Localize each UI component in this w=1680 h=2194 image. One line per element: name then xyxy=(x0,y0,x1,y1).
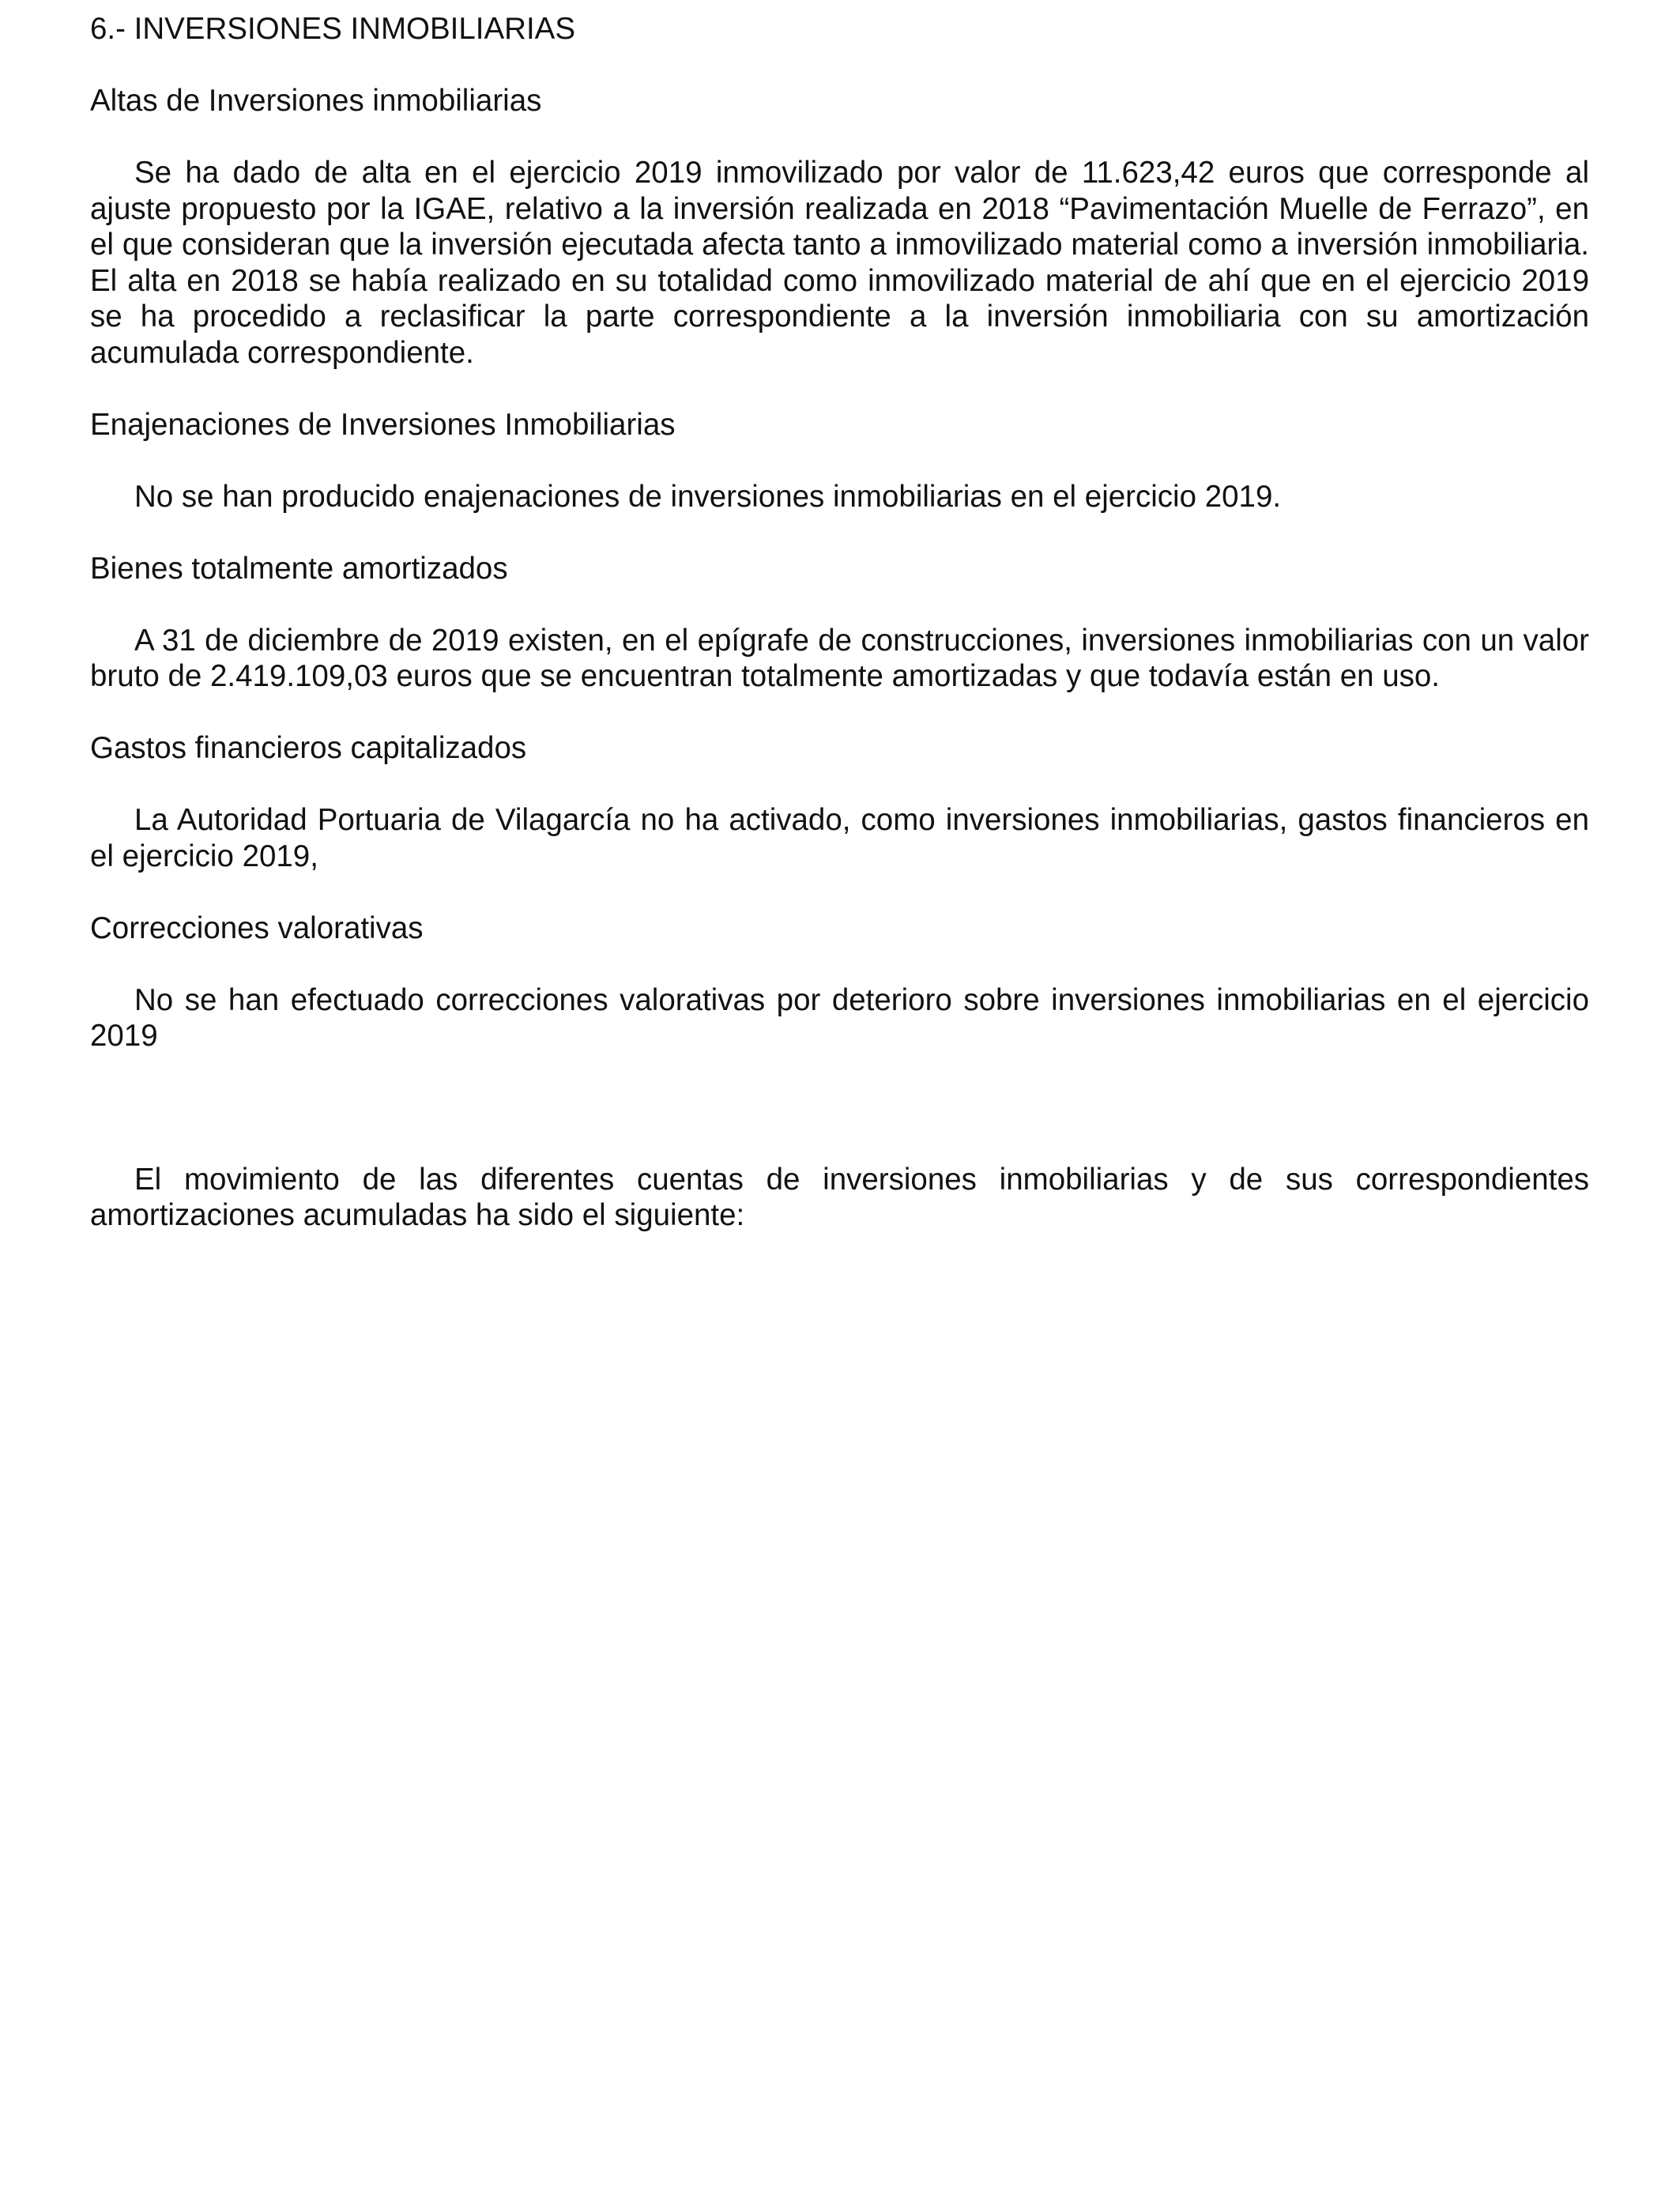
altas-section xyxy=(90,83,1589,371)
spacer xyxy=(90,874,1589,910)
enajenaciones-heading: Enajenaciones de Inversiones Inmobiliarias xyxy=(90,407,676,442)
document-body xyxy=(90,11,1589,1234)
correcciones-paragraph: No se han efectuado correcciones valorativas por deterioro sobre inversiones inmobiliarias en el ejercicio 2019 xyxy=(90,982,1589,1053)
bienes-heading: Bienes totalmente amortizados xyxy=(90,551,508,586)
bienes-paragraph: A 31 de diciembre de 2019 existen, en el epígrafe de construcciones, inversiones inmobiliarias con un valor bruto de 2.419.109,03 euros que se encuentran totalmente amortizadas y que todavía están en uso. xyxy=(90,623,1589,693)
movimiento-section xyxy=(90,1162,1589,1234)
enajenaciones-paragraph: No se han producido enajenaciones de inversiones inmobiliarias en el ejercicio 2019. xyxy=(134,479,1282,514)
movimiento-paragraph: El movimiento de las diferentes cuentas de inversiones inmobiliarias y de sus correspondientes amortizaciones acumuladas ha sido el siguiente: xyxy=(90,1162,1589,1232)
spacer xyxy=(90,371,1589,407)
altas-paragraph: Se ha dado de alta en el ejercicio 2019 inmovilizado por valor de 11.623,42 euros que corresponde al ajuste propuesto por la IGAE, relativo a la inversión realizada en 2018 “Pavimentación Muelle de Ferrazo”, en el que consideran que la inversión ejecutada afecta tanto a inmovilizado material como a inversión inmobiliaria. El alta en 2018 se había realizado en su totalidad como inmovilizado material de ahí que en el ejercicio 2019 se ha procedido a reclasificar la parte correspondiente a la inversión inmobiliaria con su amortización acumulada correspondiente. xyxy=(90,156,1589,370)
section-title: 6.- INVERSIONES INMOBILIARIAS xyxy=(90,12,576,46)
altas-heading: Altas de Inversiones inmobiliarias xyxy=(90,84,542,118)
correcciones-section xyxy=(90,910,1589,1054)
spacer xyxy=(90,47,1589,84)
spacer xyxy=(90,586,1589,623)
bienes-section xyxy=(90,551,1589,695)
correcciones-heading: Correcciones valorativas xyxy=(90,910,424,945)
gastos-heading: Gastos financieros capitalizados xyxy=(90,731,527,765)
enajenaciones-section xyxy=(90,407,1589,515)
gastos-paragraph: La Autoridad Portuaria de Vilagarcía no ha activado, como inversiones inmobiliarias, gastos financieros en el ejercicio 2019, xyxy=(90,803,1589,873)
spacer xyxy=(90,119,1589,156)
spacer xyxy=(90,946,1589,982)
gastos-section xyxy=(90,730,1589,874)
spacer xyxy=(90,515,1589,551)
spacer xyxy=(90,767,1589,803)
spacer xyxy=(90,1054,1589,1162)
spacer xyxy=(90,695,1589,731)
spacer xyxy=(90,443,1589,479)
